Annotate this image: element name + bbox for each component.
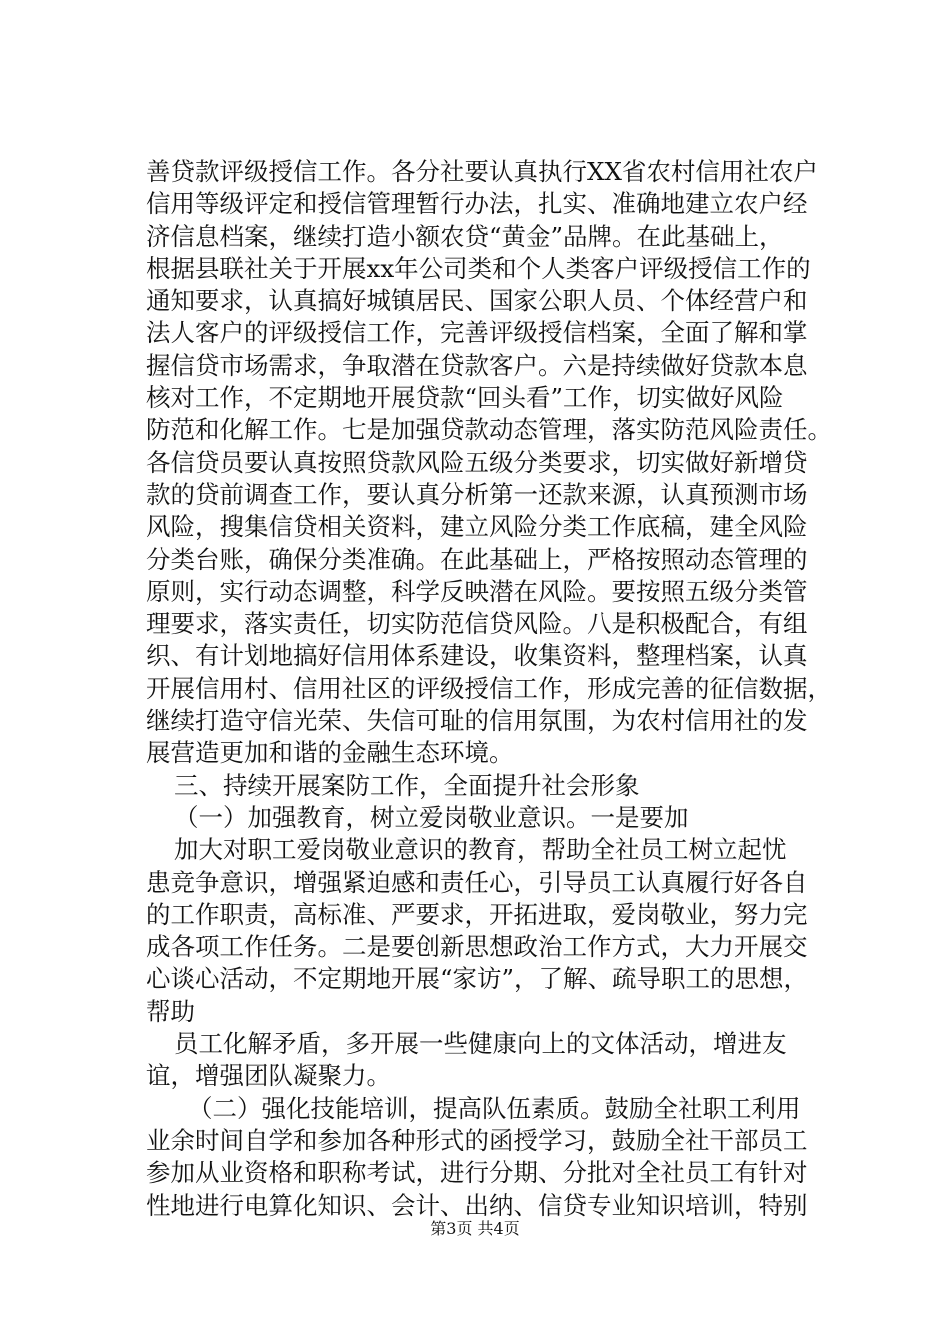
text-line: 参加从业资格和职称考试，进行分期、分批对全社员工有针对 — [146, 1158, 808, 1188]
text-line: 各信贷员要认真按照贷款风险五级分类要求，切实做好新增贷 — [146, 447, 808, 477]
text-line: 济信息档案，继续打造小额农贷“黄金”品牌。在此基础上， — [146, 221, 784, 251]
text-line: 原则，实行动态调整，科学反映潜在风险。要按照五级分类管 — [146, 576, 808, 606]
text-line: 核对工作，不定期地开展贷款“回头看”工作，切实做好风险 — [146, 383, 784, 413]
text-line: 展营造更加和谐的金融生态环境。 — [146, 738, 514, 768]
text-line: 理要求，落实责任，切实防范信贷风险。八是积极配合，有组 — [146, 609, 808, 639]
text-line: 继续打造守信光荣、失信可耻的信用氛围，为农村信用社的发 — [146, 706, 808, 736]
text-line: 员工化解矛盾，多开展一些健康向上的文体活动，增进友 — [174, 1029, 787, 1059]
text-line: 的工作职责，高标准、严要求，开拓进取，爱岗敬业，努力完 — [146, 899, 808, 929]
text-line: 开展信用村、信用社区的评级授信工作，形成完善的征信数据， — [146, 673, 832, 703]
text-line: 法人客户的评级授信工作，完善评级授信档案，全面了解和掌 — [146, 318, 808, 348]
text-line: 善贷款评级授信工作。各分社要认真执行XX省农村信用社农户 — [146, 157, 818, 186]
text-line: 性地进行电算化知识、会计、出纳、信贷专业知识培训，特别 — [146, 1190, 808, 1220]
text-line: 防范和化解工作。七是加强贷款动态管理，落实防范风险责任。 — [146, 415, 832, 445]
text-line: 谊，增强团队凝聚力。 — [146, 1061, 391, 1091]
text-line: 心谈心活动，不定期地开展“家访”，了解、疏导职工的思想， — [146, 964, 809, 994]
text-line: 患竞争意识，增强紧迫感和责任心，引导员工认真履行好各自 — [146, 867, 808, 897]
text-line: 信用等级评定和授信管理暂行办法，扎实、准确地建立农户经 — [146, 189, 808, 219]
text-line: 业余时间自学和参加各种形式的函授学习，鼓励全社干部员工 — [146, 1125, 808, 1155]
subsection-heading: （二）强化技能培训，提高队伍素质。鼓励全社职工利用 — [188, 1093, 801, 1123]
text-line: 织、有计划地搞好信用体系建设，收集资料，整理档案，认真 — [146, 641, 808, 671]
text-line: 成各项工作任务。二是要创新思想政治工作方式，大力开展交 — [146, 932, 808, 962]
subsection-heading: （一）加强教育，树立爱岗敬业意识。一是要加 — [174, 802, 689, 832]
page-footer: 第3页 共4页 — [430, 1219, 520, 1238]
text-line: 握信贷市场需求，争取潜在贷款客户。六是持续做好贷款本息 — [146, 350, 808, 380]
text-line: 帮助 — [146, 996, 195, 1026]
document-body — [146, 156, 846, 1222]
text-line: 风险，搜集信贷相关资料，建立风险分类工作底稿，建全风险 — [146, 512, 808, 542]
section-heading: 三、持续开展案防工作，全面提升社会形象 — [174, 770, 640, 800]
text-line: 通知要求，认真搞好城镇居民、国家公职人员、个体经营户和 — [146, 286, 808, 316]
text-line: 分类台账，确保分类准确。在此基础上，严格按照动态管理的 — [146, 544, 808, 574]
text-line: 根据县联社关于开展xx年公司类和个人类客户评级授信工作的 — [146, 253, 811, 283]
text-line: 加大对职工爱岗敬业意识的教育，帮助全社员工树立起忧 — [174, 835, 787, 865]
text-line: 款的贷前调查工作，要认真分析第一还款来源，认真预测市场 — [146, 479, 808, 509]
